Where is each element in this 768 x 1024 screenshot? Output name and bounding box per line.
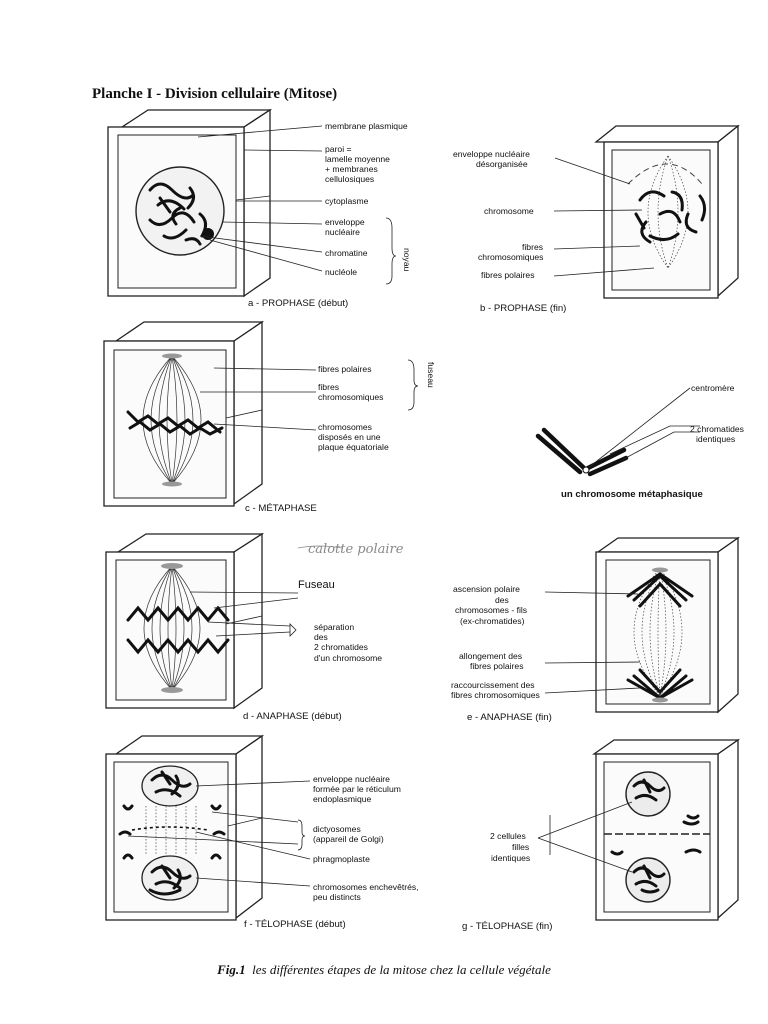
- label-fibres: fibres: [318, 382, 340, 392]
- label-chromosomiques: chromosomiques: [478, 252, 544, 262]
- figure-number: Fig.1: [217, 962, 246, 977]
- caption-a: a - PROPHASE (début): [248, 298, 349, 309]
- label-enveloppe-nucleaire: enveloppe nucléaire: [453, 149, 530, 159]
- label-cellulosiques: cellulosiques: [325, 174, 375, 184]
- panel-metaphase-chromosome: [538, 383, 744, 500]
- plate-title: Planche I - Division cellulaire (Mitose): [92, 86, 338, 102]
- label-chromosomes-enchevetres: chromosomes enchevêtrés,: [313, 882, 419, 892]
- label-fibres: fibres: [522, 242, 544, 252]
- label-chromatine: chromatine: [325, 248, 368, 258]
- label-allongement-des: allongement des: [459, 651, 523, 661]
- panel-g-telophase-end: [462, 740, 738, 932]
- label-identiques: identiques: [696, 434, 736, 444]
- label-fibres-polaires: fibres polaires: [318, 364, 372, 374]
- label-fibres-polaires: fibres polaires: [470, 661, 524, 671]
- panel-c-metaphase: [104, 322, 436, 514]
- label-chromosomes-fils: chromosomes - fils: [455, 605, 528, 615]
- label-nucleole: nucléole: [325, 267, 358, 277]
- figure-caption-text: les différentes étapes de la mitose chez la cellule végétale: [252, 962, 551, 977]
- label-filles: filles: [512, 842, 530, 852]
- label-nucleaire: nucléaire: [325, 227, 360, 237]
- panel-a-prophase-start: [108, 110, 412, 309]
- cell-drawing-g: [594, 740, 738, 920]
- label-enveloppe: enveloppe: [325, 217, 365, 227]
- label-paroi: paroi =: [325, 144, 352, 154]
- panel-b-prophase-end: [453, 126, 738, 314]
- cell-drawing-f: [106, 736, 262, 920]
- cell-drawing-b: [596, 126, 738, 298]
- label-cytoplasme: cytoplasme: [325, 196, 369, 206]
- label-plaque-equatoriale: plaque équatoriale: [318, 442, 389, 452]
- label-2-chromatides: 2 chromatides: [314, 642, 368, 652]
- label-lamelle-moyenne: lamelle moyenne: [325, 154, 390, 164]
- caption-g: g - TÉLOPHASE (fin): [462, 921, 553, 932]
- label-d-un-chromosome: d'un chromosome: [314, 653, 383, 663]
- pointer-lines-chromosome: [588, 388, 700, 468]
- panel-f-telophase-start: [106, 736, 419, 930]
- label-separation: séparation: [314, 622, 355, 632]
- caption-d: d - ANAPHASE (début): [243, 711, 342, 722]
- chromosome-drawing: [538, 430, 626, 474]
- label-desorganisee: désorganisée: [476, 159, 528, 169]
- label-raccourcissement-des: raccourcissement des: [451, 680, 535, 690]
- label-enveloppe-nucleaire: enveloppe nucléaire: [313, 774, 390, 784]
- figure-caption: [0, 962, 768, 978]
- caption-c: c - MÉTAPHASE: [245, 503, 317, 514]
- typed-note-fuseau: Fuseau: [298, 579, 335, 591]
- label-identiques: identiques: [491, 853, 531, 863]
- caption-chromosome: un chromosome métaphasique: [561, 489, 703, 500]
- label-ex-chromatides: (ex-chromatides): [460, 616, 525, 626]
- label-formee-par-le-reticulum: formée par le réticulum: [313, 784, 401, 794]
- label-phragmoplaste: phragmoplaste: [313, 854, 370, 864]
- label-membrane-plasmique: membrane plasmique: [325, 121, 408, 131]
- label-endoplasmique: endoplasmique: [313, 794, 372, 804]
- label-appareil-de-golgi: (appareil de Golgi): [313, 834, 384, 844]
- panel-e-anaphase-end: [451, 538, 738, 723]
- label-fibres-polaires: fibres polaires: [481, 270, 535, 280]
- label-chromosomiques: chromosomiques: [318, 392, 384, 402]
- label-peu-distincts: peu distincts: [313, 892, 361, 902]
- cell-drawing-c: [104, 322, 262, 506]
- group-label-noyau: noyau: [402, 248, 412, 272]
- panel-d-anaphase-start: [106, 534, 404, 722]
- label-disposes: disposés en une: [318, 432, 381, 442]
- label-des: des: [314, 632, 328, 642]
- label-chromosome: chromosome: [484, 206, 534, 216]
- label-centromere: centromère: [691, 383, 735, 393]
- cell-drawing-e: [596, 538, 738, 712]
- label-fibres-chromosomiques: fibres chromosomiques: [451, 690, 540, 700]
- label-membranes: + membranes: [325, 164, 378, 174]
- caption-b: b - PROPHASE (fin): [480, 303, 567, 314]
- caption-e: e - ANAPHASE (fin): [467, 712, 552, 723]
- label-chromosomes: chromosomes: [318, 422, 372, 432]
- label-ascension-polaire: ascension polaire: [453, 584, 520, 594]
- label-des: des: [495, 595, 509, 605]
- handwritten-note-calotte-polaire: calotte polaire: [308, 542, 404, 557]
- group-label-fuseau: fuseau: [426, 362, 436, 388]
- label-2-chromatides: 2 chromatides: [690, 424, 744, 434]
- cell-drawing-a: [108, 110, 270, 296]
- cell-drawing-d: [106, 534, 262, 708]
- caption-f: f - TÉLOPHASE (début): [244, 919, 346, 930]
- label-2-cellules: 2 cellules: [490, 831, 526, 841]
- label-dictyosomes: dictyosomes: [313, 824, 361, 834]
